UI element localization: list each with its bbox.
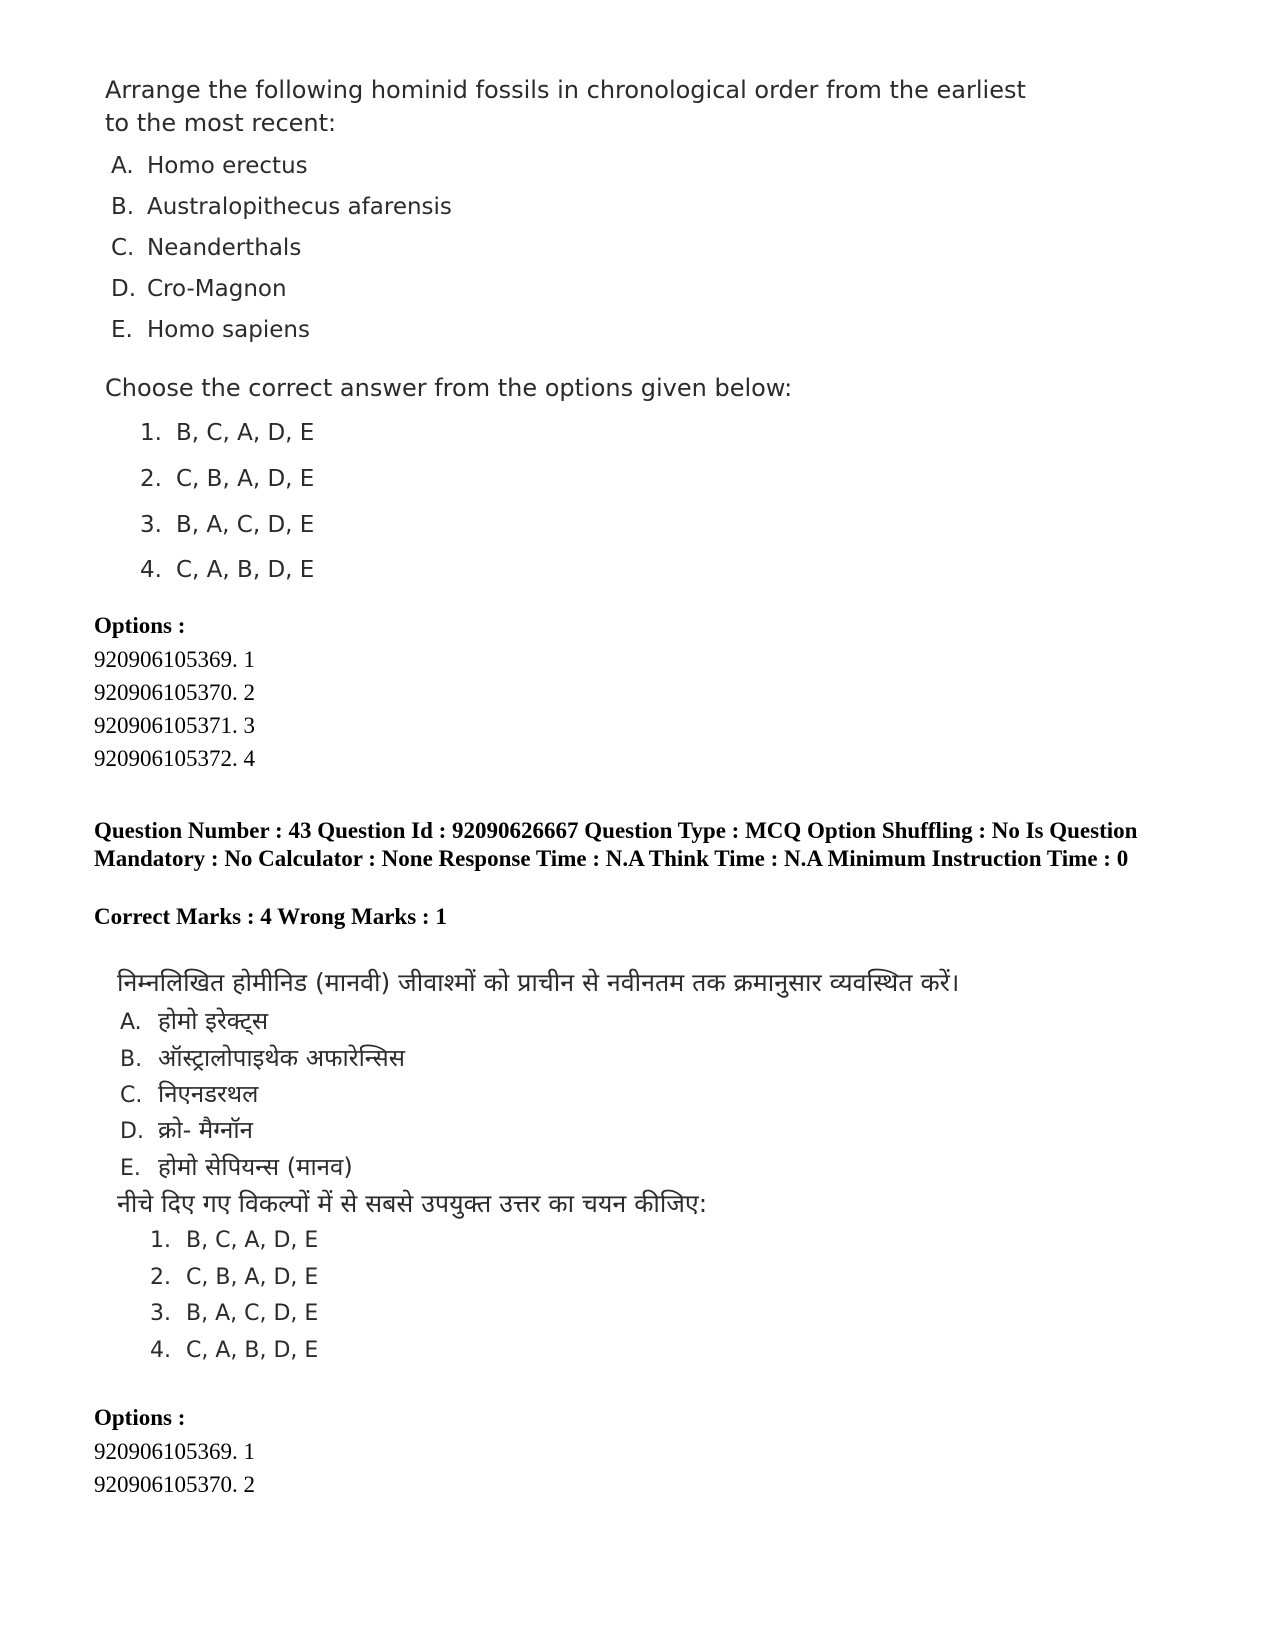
option-line: 920906105369. 1 xyxy=(94,1439,255,1464)
answer-choice: 3. B, A, C, D, E xyxy=(140,512,315,538)
answer-choice: 2. C, B, A, D, E xyxy=(150,1265,319,1290)
option-line: 920906105370. 2 xyxy=(94,1472,255,1497)
question-text xyxy=(105,74,1026,140)
list-item: A. Homo erectus xyxy=(111,153,308,179)
option-line: 920906105371. 3 xyxy=(94,713,255,738)
answer-choice: 4. C, A, B, D, E xyxy=(150,1338,319,1363)
question-text-hindi: निम्नलिखित होमीनिड (मानवी) जीवाश्मों को प्राचीन से नवीनतम तक क्रमानुसार व्यवस्थित करें। xyxy=(117,968,960,997)
marks-info: Correct Marks : 4 Wrong Marks : 1 xyxy=(94,904,447,929)
answer-choice: 1. B, C, A, D, E xyxy=(140,420,315,446)
option-line: 920906105370. 2 xyxy=(94,680,255,705)
answer-choice: 4. C, A, B, D, E xyxy=(140,557,315,583)
list-item: E. होमो सेपियन्स (मानव) xyxy=(120,1153,353,1181)
list-item: B. ऑस्ट्रालोपाइथेक अफारेन्सिस xyxy=(120,1044,405,1072)
options-heading: Options : xyxy=(94,613,186,638)
options-list xyxy=(94,643,255,775)
options-heading: Options : xyxy=(94,1405,186,1430)
question-line-2: to the most recent: xyxy=(105,109,337,137)
list-item: B. Australopithecus afarensis xyxy=(111,194,452,220)
answer-choice: 3. B, A, C, D, E xyxy=(150,1301,319,1326)
question-line-1: Arrange the following hominid fossils in chronological order from the earliest xyxy=(105,76,1026,104)
options-list xyxy=(94,1435,255,1501)
list-item: C. निएनडरथल xyxy=(120,1080,259,1108)
question-metadata: Question Number : 43 Question Id : 92090626667 Question Type : MCQ Option Shuffling : No Is Question Mandatory : No Calculator : None Response Time : N.A Think Time : N.A Minimum Instruction Time : 0 xyxy=(94,818,1138,871)
list-item: D. Cro-Magnon xyxy=(111,276,287,302)
list-item: A. होमो इरेक्ट्स xyxy=(120,1007,269,1035)
list-item: C. Neanderthals xyxy=(111,235,302,261)
list-item: D. क्रो- मैग्नॉन xyxy=(120,1116,253,1144)
option-line: 920906105372. 4 xyxy=(94,746,255,771)
answer-choice: 2. C, B, A, D, E xyxy=(140,466,315,492)
option-line: 920906105369. 1 xyxy=(94,647,255,672)
list-item: E. Homo sapiens xyxy=(111,317,310,343)
answer-choice: 1. B, C, A, D, E xyxy=(150,1228,319,1253)
choose-instruction: Choose the correct answer from the options given below: xyxy=(105,374,793,402)
choose-instruction-hindi: नीचे दिए गए विकल्पों में से सबसे उपयुक्त उत्तर का चयन कीजिए: xyxy=(117,1189,708,1218)
